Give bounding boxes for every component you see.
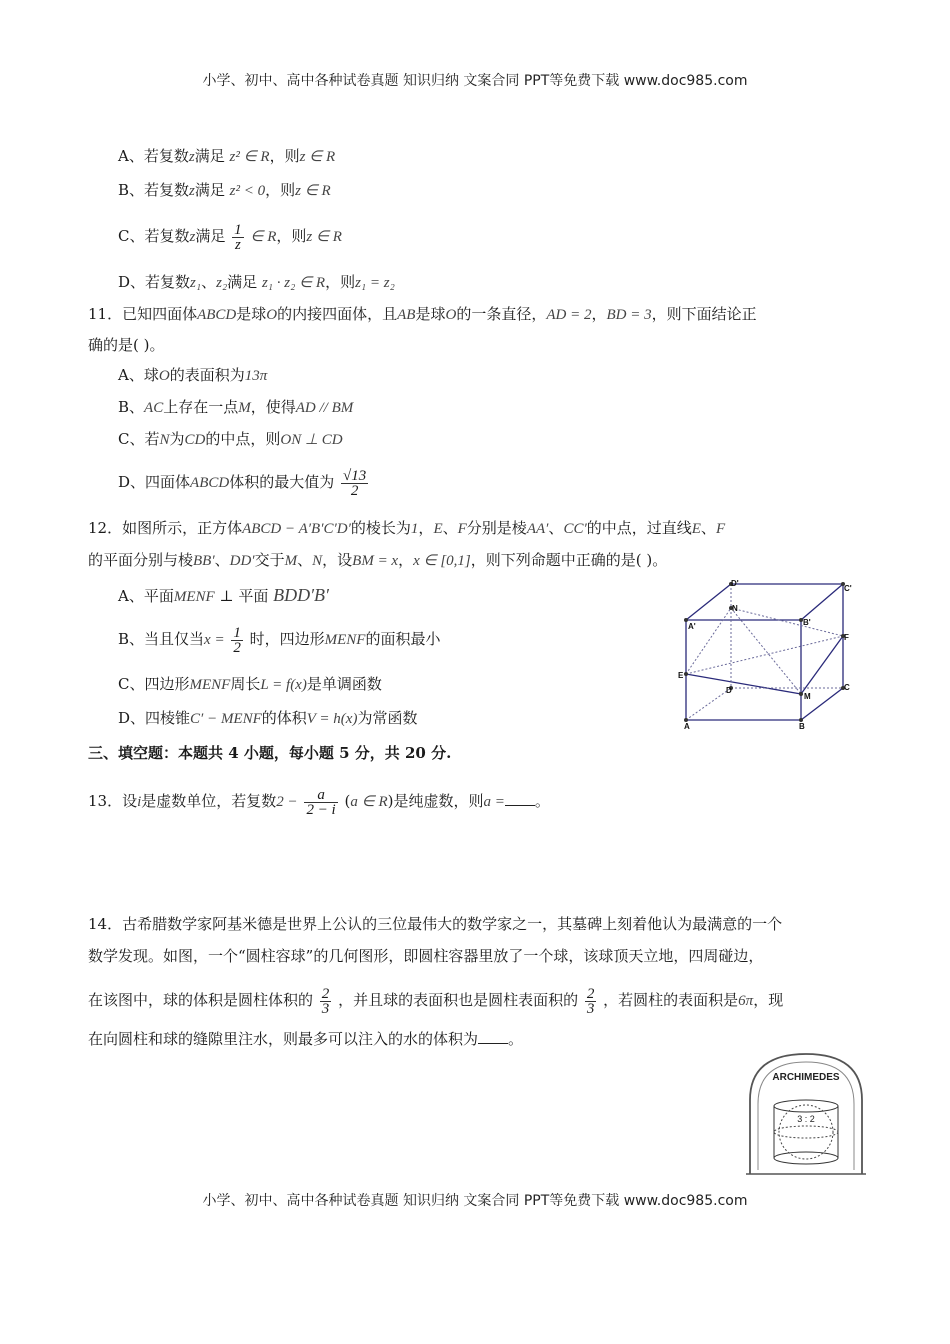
edge-AD [686, 688, 731, 720]
label-D: D [726, 686, 732, 695]
cube-figure [676, 580, 860, 730]
label-Dp: D' [731, 580, 739, 588]
edge-EN [686, 608, 731, 674]
section-heading: 三、填空题：本题共 4 小题，每小题 5 分，共 20 分. [88, 744, 452, 762]
q12-option-a: A、平面MENF ⊥ 平面 BDD′B′ [118, 585, 329, 605]
edge-BpCp [801, 584, 843, 620]
q12-option-c: C、四边形MENF周长L = f(x)是单调函数 [118, 675, 382, 693]
label-N: N [732, 604, 738, 613]
answer-blank [505, 791, 535, 806]
q11-stem-line2: 确的是( )。 [88, 336, 165, 354]
q12-option-b: B、当且仅当x = $\frac{1}{2}$ 时，四边形MENF的面积最小 [118, 624, 441, 656]
q11-option-b: B、AC上存在一点M，使得AD // BM [118, 398, 354, 416]
edge-ApDp [686, 584, 731, 620]
q14-stem-line3: 在该图中，球的体积是圆柱体积的 $\frac{2}{3}$ ，并且球的表面积也是圆柱表面积的 $\frac{2}{3}$ ，若圆柱的表面积是6π，现 [88, 985, 784, 1017]
archimedes-tombstone-figure [742, 1050, 870, 1176]
label-A: A [684, 722, 690, 730]
q14-stem-line2: 数学发现。如图，一个“圆柱容球”的几何图形，即圆柱容器里放了一个球，该球顶天立地，四周碰边， [88, 947, 764, 965]
q10-option-c: C、若复数z满足 $\frac{1}{z}$ ∈ R，则z ∈ R [118, 221, 342, 253]
label-F: F [844, 633, 849, 642]
fraction: $\frac{√13}{2}$ [343, 467, 367, 499]
q12-option-d: D、四棱锥C′ − MENF的体积V = h(x)为常函数 [118, 709, 418, 727]
fraction: $\frac{a}{2 - i}$ [306, 786, 336, 818]
edge-NF [731, 608, 843, 636]
edge-EM [686, 674, 801, 694]
label-Bp: B' [803, 618, 811, 627]
q10-option-d: D、若复数z₁、z₂满足 z₁ · z₂ ∈ R，则z₁ = z₂ [118, 273, 395, 291]
q10-option-a: A、若复数z满足 z² ∈ R，则z ∈ R [118, 147, 336, 165]
edge-NM [731, 608, 801, 694]
fraction: $\frac{1}{z}$ [234, 221, 242, 253]
q12-stem-line1: 12．如图所示，正方体ABCD − A′B′C′D′的棱长为1，E、F分别是棱AA′、CC′的中点，过直线E、F [88, 519, 726, 537]
label-B: B [799, 722, 805, 730]
fraction: $\frac{2}{3}$ [321, 985, 330, 1017]
q11-option-c: C、若N为CD的中点，则ON ⊥ CD [118, 430, 343, 448]
label-E: E [678, 671, 684, 680]
q11-option-d: D、四面体ABCD体积的最大值为 $\frac{√13}{2}$ [118, 467, 367, 499]
q11-option-a: A、球O的表面积为13π [118, 366, 268, 384]
fraction: $\frac{2}{3}$ [586, 985, 595, 1017]
label-M: M [804, 692, 811, 701]
q10-option-b: B、若复数z满足 z² < 0，则z ∈ R [118, 181, 331, 199]
page-footer: 小学、初中、高中各种试卷真题 知识归纳 文案合同 PPT等免费下载 www.doc985.com [202, 1193, 748, 1209]
fraction: $\frac{1}{2}$ [233, 624, 241, 656]
answer-blank [478, 1029, 508, 1044]
label-C: C [844, 683, 850, 692]
figure-title: ARCHIMEDES [772, 1072, 840, 1083]
ratio-label: 3 : 2 [797, 1114, 815, 1124]
label-Ap: A' [688, 622, 696, 631]
q14-stem-line1: 14．古希腊数学家阿基米德是世界上公认的三位最伟大的数学家之一，其墓碑上刻着他认为最满意的一个 [88, 915, 783, 933]
label-Cp: C' [844, 584, 852, 593]
q11-stem-line1: 11．已知四面体ABCD是球O的内接四面体，且AB是球O的一条直径，AD = 2，BD = 3，则下面结论正 [88, 305, 757, 323]
page-header: 小学、初中、高中各种试卷真题 知识归纳 文案合同 PPT等免费下载 www.doc985.com [202, 73, 748, 89]
q14-stem-line4: 在向圆柱和球的缝隙里注水，则最多可以注入的水的体积为 。 [88, 1030, 524, 1048]
q12-stem-line2: 的平面分别与棱BB′、DD′交于M、N，设BM = x，x ∈ [0,1]，则下列命题中正确的是( )。 [88, 551, 668, 569]
q13-stem: 13．设i是虚数单位，若复数2 − $\frac{a}{2 - i}$ (a ∈ R)是纯虚数，则a = 。 [88, 786, 550, 818]
